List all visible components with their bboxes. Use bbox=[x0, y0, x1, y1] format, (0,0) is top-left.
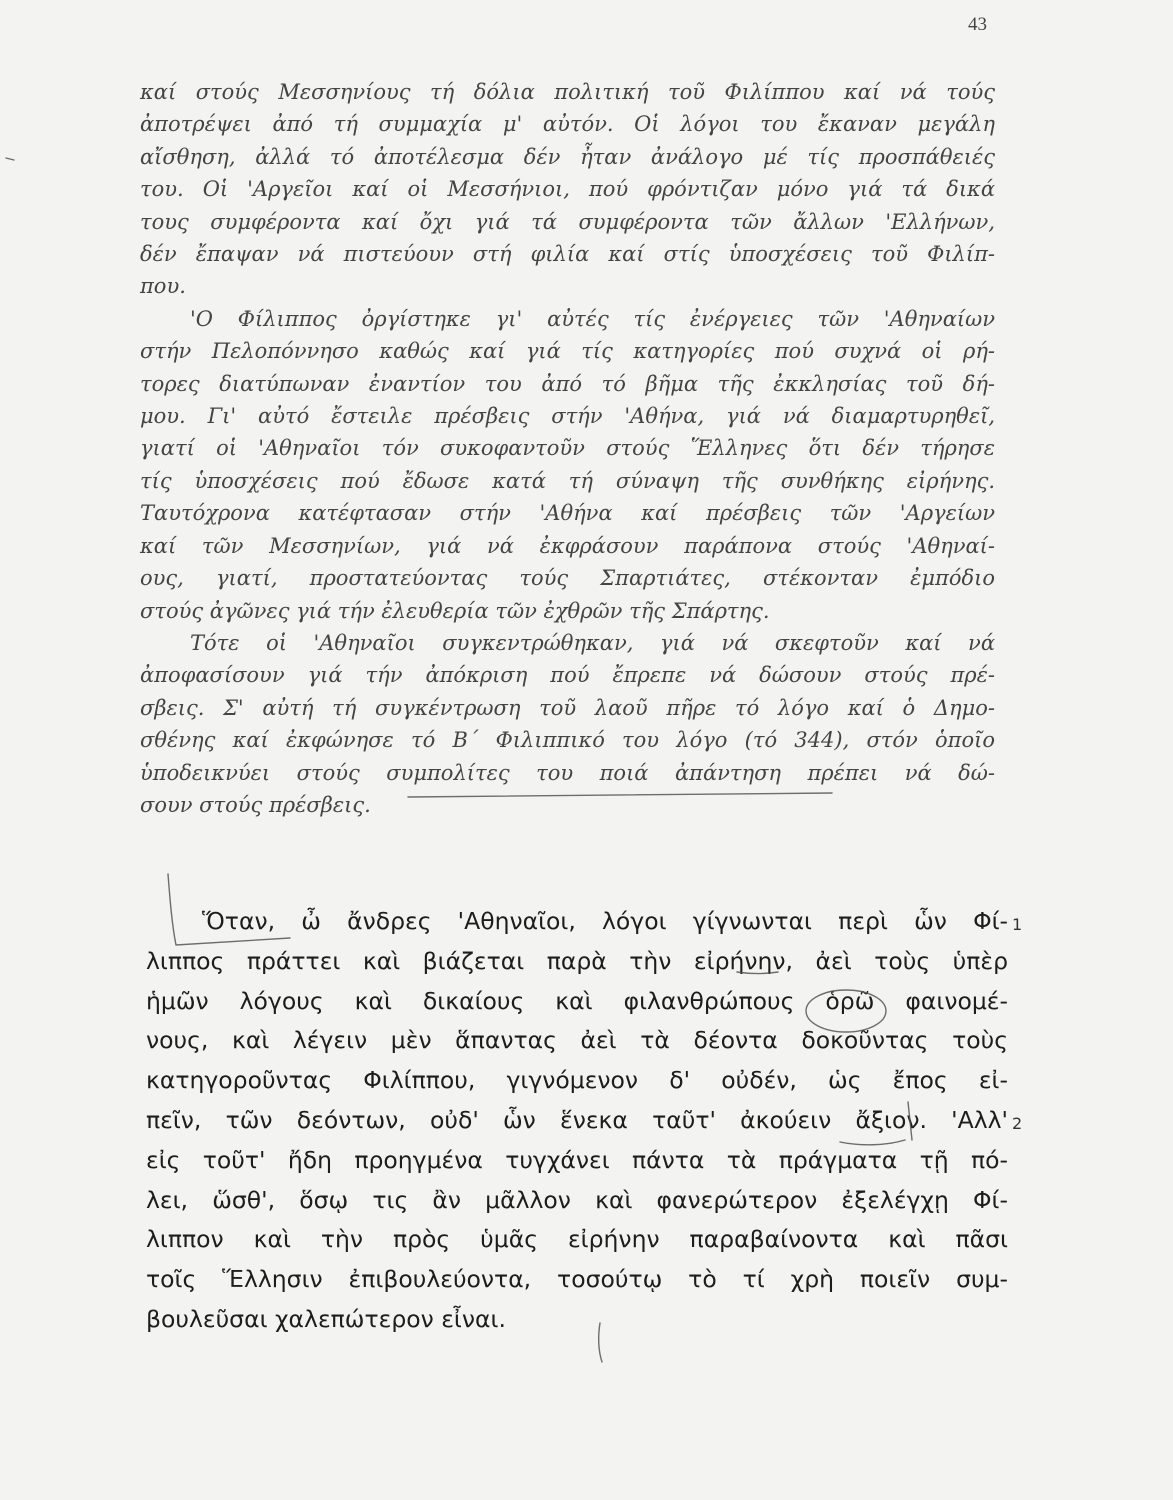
greek-line: κατηγοροῦντας Φιλίππου, γιγνόμενον δ' οὐδέν, ὡς ἔπος εἰ- bbox=[146, 1066, 1008, 1095]
text-line: ἀποφασίσουν γιά τήν ἀπόκριση πού ἔπρεπε νά δώσουν στούς πρέ- bbox=[140, 663, 995, 688]
text-line: τορες διατύπωναν ἐναντίον του ἀπό τό βῆμα τῆς ἐκκλησίας τοῦ δή- bbox=[140, 371, 995, 396]
commentary-text bbox=[140, 76, 995, 821]
text-line: γιατί οἱ 'Αθηναῖοι τόν συκοφαντοῦν στούς Ἕλληνες ὅτι δέν τήρησε bbox=[140, 436, 995, 461]
greek-line: λει, ὥσθ', ὅσῳ τις ἂν μᾶλλον καὶ φανερώτερον ἐξελέγχῃ Φί- bbox=[146, 1185, 1008, 1214]
greek-line: ἡμῶν λόγους καὶ δικαίους καὶ φιλανθρώπους ὁρῶ φαινομέ- bbox=[146, 986, 1008, 1015]
text-line: μου. Γι' αὐτό ἔστειλε πρέσβεις στήν 'Αθήνα, γιά νά διαμαρτυρηθεῖ, bbox=[140, 404, 995, 429]
greek-line: νους, καὶ λέγειν μὲν ἅπαντας ἀεὶ τὰ δέοντα δοκοῦντας τοὺς bbox=[146, 1026, 1008, 1055]
text-line: δέν ἔπαψαν νά πιστεύουν στή φιλία καί στίς ὑποσχέσεις τοῦ Φιλίπ- bbox=[140, 242, 995, 267]
text-line: που. bbox=[140, 274, 186, 299]
section-number-2: 2 bbox=[1012, 1114, 1023, 1133]
greek-line: βουλεῦσαι χαλεπώτερον εἶναι. bbox=[146, 1304, 506, 1333]
greek-line: εἰς τοῦτ' ἤδη προηγμένα τυγχάνει πάντα τὰ πράγματα τῇ πό- bbox=[146, 1145, 1008, 1174]
pencil-margin-tick bbox=[6, 158, 14, 160]
greek-line: λιππον καὶ τὴν πρὸς ὑμᾶς εἰρήνην παραβαίνοντα καὶ πᾶσι bbox=[146, 1225, 1008, 1254]
text-line: ἀποτρέψει ἀπό τή συμμαχία μ' αὐτόν. Οἱ λόγοι του ἔκαναν μεγάλη bbox=[140, 112, 995, 137]
text-line: 'Ο Φίλιππος ὀργίστηκε γι' αὐτές τίς ἐνέργειες τῶν 'Αθηναίων bbox=[190, 306, 995, 331]
text-line: στούς ἀγῶνες γιά τήν ἐλευθερία τῶν ἐχθρῶν τῆς Σπάρτης. bbox=[140, 598, 770, 623]
commentary-paragraph-1 bbox=[140, 76, 995, 303]
text-line: Τότε οἱ 'Αθηναῖοι συγκεντρώθηκαν, γιά νά σκεφτοῦν καί νά bbox=[190, 630, 995, 655]
text-line: τίς ὑποσχέσεις πού ἔδωσε κατά τή σύναψη τῆς συνθήκης εἰρήνης. bbox=[140, 468, 995, 493]
text-line: στήν Πελοπόννησο καθώς καί γιά τίς κατηγορίες πού συχνά οἱ ρή- bbox=[140, 339, 995, 364]
greek-line: Ὅταν, ὦ ἄνδρες 'Αθηναῖοι, λόγοι γίγνωνται περὶ ὧν Φί- bbox=[202, 907, 1008, 935]
original-greek-text bbox=[146, 902, 1008, 1340]
text-line: Ταυτόχρονα κατέφτασαν στήν 'Αθήνα καί πρέσβεις τῶν 'Αργείων bbox=[140, 501, 995, 526]
text-line: σουν στούς πρέσβεις. bbox=[140, 792, 371, 817]
greek-line: λιππος πράττει καὶ βιάζεται παρὰ τὴν εἰρήνην, ἀεὶ τοὺς ὑπὲρ bbox=[146, 946, 1008, 975]
text-line: καί τῶν Μεσσηνίων, γιά νά ἐκφράσουν παράπονα στούς 'Αθηναί- bbox=[140, 533, 995, 558]
section-number-1: 1 bbox=[1012, 915, 1023, 934]
text-line: καί στούς Μεσσηνίους τή δόλια πολιτική τοῦ Φιλίππου καί νά τούς bbox=[140, 80, 995, 104]
text-line: ὑποδεικνύει στούς συμπολίτες του ποιά ἀπάντηση πρέπει νά δώ- bbox=[140, 760, 995, 785]
page-number: 43 bbox=[968, 14, 987, 35]
greek-line: πεῖν, τῶν δεόντων, οὐδ' ὧν ἕνεκα ταῦτ' ἀκούειν ἄξιον. 'Αλλ' bbox=[146, 1105, 1008, 1134]
text-line: σθένης καί ἐκφώνησε τό Β΄ Φιλιππικό του λόγο (τό 344), στόν ὁποῖο bbox=[140, 728, 995, 753]
text-line: αἴσθηση, ἀλλά τό ἀποτέλεσμα δέν ἦταν ἀνάλογο μέ τίς προσπάθειές bbox=[140, 144, 995, 169]
greek-line: τοῖς Ἕλλησιν ἐπιβουλεύοντα, τοσούτῳ τὸ τί χρὴ ποιεῖν συμ- bbox=[146, 1265, 1008, 1294]
text-line: ους, γιατί, προστατεύοντας τούς Σπαρτιάτες, στέκονταν ἐμπόδιο bbox=[140, 566, 995, 591]
text-line: τους συμφέροντα καί ὄχι γιά τά συμφέροντα τῶν ἄλλων 'Ελλήνων, bbox=[140, 209, 995, 234]
commentary-paragraph-3 bbox=[140, 627, 995, 821]
text-line: σβεις. Σ' αὐτή τή συγκέντρωση τοῦ λαοῦ πῆρε τό λόγο καί ὁ Δημο- bbox=[140, 695, 995, 720]
text-line: του. Οἱ 'Αργεῖοι καί οἱ Μεσσήνιοι, πού φρόντιζαν μόνο γιά τά δικά bbox=[140, 177, 995, 202]
commentary-paragraph-2 bbox=[140, 303, 995, 627]
